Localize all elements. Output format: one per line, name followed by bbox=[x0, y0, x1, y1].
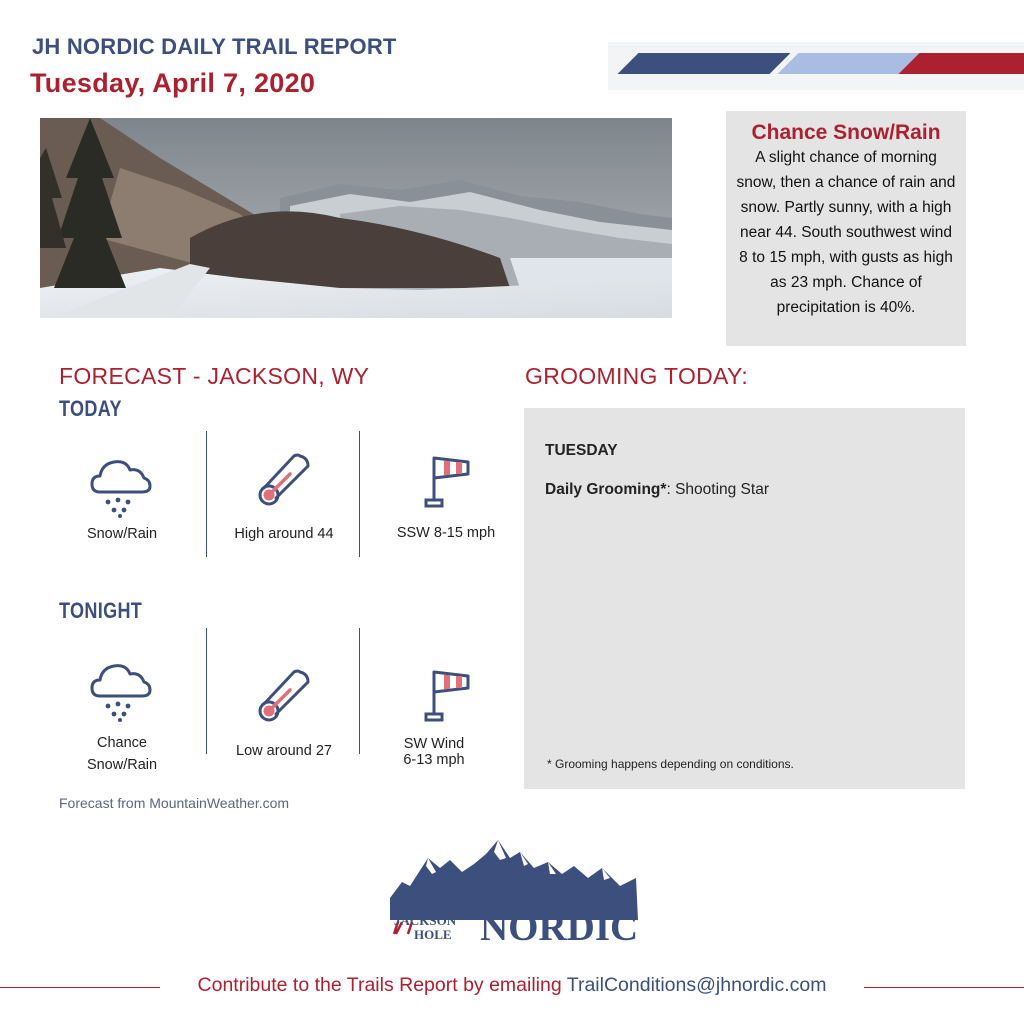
footer bbox=[0, 974, 1024, 997]
divider-line bbox=[359, 628, 360, 754]
snow-rain-cloud-icon bbox=[86, 654, 156, 724]
footer-text: Contribute to the Trails Report by emailing bbox=[197, 974, 567, 996]
snow-rain-cloud-icon bbox=[86, 450, 156, 520]
report-title: JH NORDIC DAILY TRAIL REPORT bbox=[32, 34, 397, 59]
tonight-conditions-line2: Snow/Rain bbox=[86, 757, 158, 773]
grooming-trails: Shooting Star bbox=[675, 481, 769, 498]
tonight-wind-line1: SW Wind bbox=[403, 736, 465, 752]
trail-photo bbox=[40, 118, 672, 318]
grooming-note: * Grooming happens depending on conditions. bbox=[547, 757, 794, 771]
tonight-label: TONIGHT bbox=[59, 598, 143, 623]
logo-jackson: JACKSON bbox=[394, 913, 457, 928]
divider-line bbox=[359, 431, 360, 557]
today-temp: High around 44 bbox=[234, 526, 334, 542]
windsock-icon bbox=[412, 662, 482, 732]
logo-hole: HOLE bbox=[414, 927, 452, 942]
grooming-panel bbox=[524, 408, 965, 789]
tonight-wind-line2: 6-13 mph bbox=[403, 752, 465, 768]
forecast-heading: FORECAST - JACKSON, WY bbox=[59, 363, 370, 389]
today-wind: SSW 8-15 mph bbox=[396, 525, 496, 541]
jh-nordic-logo bbox=[388, 838, 640, 958]
weather-headline: Chance Snow/Rain bbox=[751, 121, 941, 144]
grooming-heading: GROOMING TODAY: bbox=[525, 363, 749, 389]
stripe-blue bbox=[618, 53, 791, 74]
divider-line bbox=[206, 431, 207, 557]
weather-description: A slight chance of morning snow, then a chance of rain and snow. Partly sunny, with a high near 44. South southwest wind 8 to 15 mph, with gusts as high as 23 mph. Chance of precipitation is 40%. bbox=[736, 149, 956, 316]
grooming-label: Daily Grooming* bbox=[545, 481, 667, 498]
grooming-day: TUESDAY bbox=[545, 442, 618, 459]
contact-email-link[interactable]: TrailConditions@jhnordic.com bbox=[566, 974, 827, 996]
grooming-separator: : bbox=[666, 481, 676, 498]
tonight-conditions-line1: Chance bbox=[97, 735, 147, 751]
weather-summary-box bbox=[726, 111, 966, 346]
today-label: TODAY bbox=[59, 396, 122, 421]
stripe-red bbox=[899, 53, 1024, 74]
logo-nordic: NORDIC bbox=[480, 906, 639, 949]
report-date: Tuesday, April 7, 2020 bbox=[30, 68, 316, 98]
windsock-icon bbox=[412, 448, 482, 518]
grooming-entry bbox=[545, 481, 769, 499]
decorative-stripes bbox=[608, 42, 1024, 90]
tonight-temp: Low around 27 bbox=[236, 743, 332, 759]
today-conditions: Snow/Rain bbox=[86, 526, 158, 542]
thermometer-icon bbox=[250, 448, 320, 518]
thermometer-icon bbox=[250, 664, 320, 734]
divider-line bbox=[206, 628, 207, 754]
forecast-credit: Forecast from MountainWeather.com bbox=[59, 795, 290, 811]
